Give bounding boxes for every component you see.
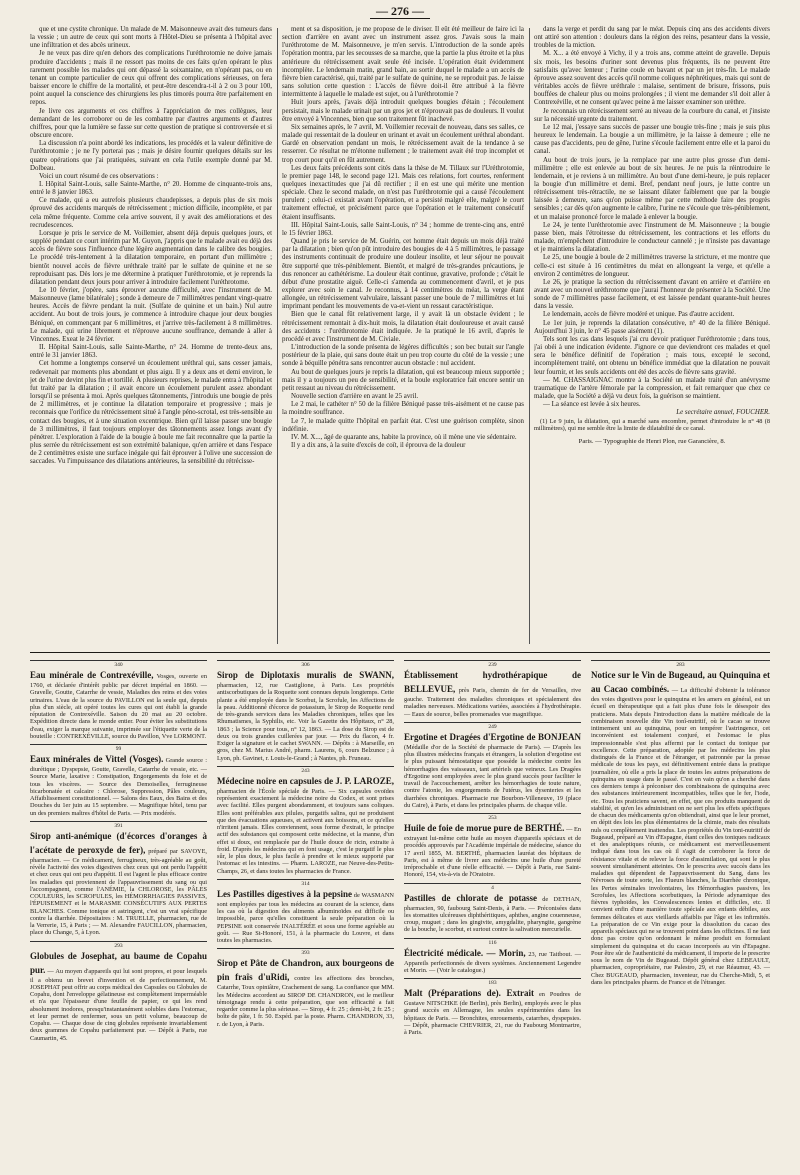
ad-number: 243	[301, 767, 310, 774]
ad-text: en Poudres de Gustave NITSCHKE (de Berlin), près Berlin), employés avec le plus grand succès en Allemagne, les seules expérimentées dans les hôpitaux de Paris. — Bronchites, enrouements, catarrhes, dyspepsies. — Dépôt, pharmacie CHEVRIER, 21, rue du Faubourg Montmartre, à Paris.	[404, 991, 581, 1036]
article-paragraph: Le 7, le malade quitte l'hôpital en parfait état. C'est une guérison complète, sinon indéfinie.	[282, 417, 524, 433]
ad-text: — Au moyen d'appareils qui lui sont propres, et pour lesquels il a obtenu un brevet d'invention et de perfectionnement, M. JOSEPHAT peut offrir au corps médical des Capsules ou Globules de Copahu, dont l'enveloppe gélatineuse est complètement imperméable et n'a que l'épaisseur d'une feuille de papier, ce qui les rend absolument inodores, presqu'instantanément solubles dans l'estomac, et leur permet de renfermer, sous un petit volume, beaucoup de Copahu. — Chaque dose de cinq globules représente invariablement deux grammes de Copahu parfaitement pur. — Dépôt à Paris, rue Caumartin, 45.	[30, 967, 207, 1042]
ad-text: — En extrayant lui-même cette huile au moyen d'appareils spéciaux et de procédés approuvés par l'Académie impériale de médecine, séance du 17 avril 1855, M. BERTHÉ, pharmacien lauréat des hôpitaux de Paris, est à même de livrer aux médecins une huile d'une pureté irréprochable et d'une réelle efficacité. — Dépôt à Paris, rue Saint-Honoré, 154, vis-à-vis de l'Oratoire.	[404, 826, 581, 879]
article-column-3	[534, 26, 770, 646]
article-paragraph: III. Hôpital Saint-Louis, salle Saint-Louis, n° 34 ; homme de trente-cinq ans, entré le 15 février 1863.	[282, 221, 524, 237]
ad-body	[404, 946, 581, 975]
article-paragraph: Au bout de quelques jours je repris la dilatation, qui est beaucoup mieux supportée ; mais il y a toujours un peu de sensibilité, et la boule exploratrice fait encore sentir un petit ressaut au niveau du rétrécissement.	[282, 368, 524, 392]
article-paragraph: II. Hôpital Saint-Louis, salle Sainte-Marthe, n° 24. Homme de trente-deux ans, entré le 31 janvier 1863.	[30, 344, 272, 360]
article-paragraph: I. Hôpital Saint-Louis, salle Sainte-Marthe, n° 20. Homme de cinquante-trois ans, entré le 8 janvier 1863.	[30, 180, 272, 197]
ad-title: Eau minérale de Contrexéville,	[30, 670, 154, 680]
advertisement	[404, 978, 581, 1036]
ad-body	[404, 730, 581, 809]
article-paragraph: Le 1er juin, je reprends la dilatation consécutive, n° 40 de la filière Béniqué. Aujourd'hui 3 juin, le n° 45 passe aisément (1).	[534, 319, 770, 335]
column-divider	[529, 28, 530, 644]
article-paragraph: — La séance est levée à six heures.	[543, 401, 641, 409]
article-paragraph: Je livre ces arguments et ces chiffres à l'appréciation de mes collègues, leur demandant de les corroborer ou de les combattre par d'autres arguments et d'autres chiffres, pour que la lumière se fasse sur cette question de pratique si controversée et si obscure encore.	[30, 107, 272, 140]
article-paragraph: Le 10 février, j'opère, sans éprouver aucune difficulté, avec l'instrument de M. Maisonneuve (lame bilatérale) ; sonde à demeure de 7 millimètres pendant vingt-quatre heures. Accès de fièvre pendant la nuit. (Sulfate de quinine et un bain.) Nul autre accident. Au bout de trois jours, je commence à introduire chaque jour deux bougies Béniqué, en commençant par 6 millimètres, et j'arrive très-facilement à 8 millimètres. Le malade, qui urine librement et n'éprouve aucune souffrance, demande à aller à Vincennes. Exeat le 24 février.	[30, 287, 272, 343]
article-column-1	[30, 26, 272, 646]
ad-title: Globules de Josephat, au baume de Copahu pur.	[30, 950, 207, 975]
article-paragraph: Paris. — Typographie de Henri Plon, rue Garancière, 8.	[578, 438, 726, 446]
advertisement	[217, 766, 394, 875]
advertisement	[217, 660, 394, 762]
article-paragraph: Les deux faits précédents sont cités dans la thèse de M. Tillaux sur l'Uréthrotomie, le premier page 148, le second page 121. Mais ces relations, fort courtes, renferment quelques inexactitudes que j'ai dû rectifier ; il en est une qui mérite une mention spéciale. Chez le second malade, on n'est pas l'uréthrotomie qui a causé l'écoulement purulent ; celui-ci existait avant l'opération, et a persisté malgré elle, malgré le court traitement effectué, et précisément parce que l'opération et le traitement consécutif étaient insuffisants.	[282, 164, 524, 221]
ad-body	[30, 829, 207, 937]
advertisement	[30, 660, 207, 740]
page-number: — 276 —	[0, 4, 800, 19]
advertisement	[404, 722, 581, 809]
article-paragraph: que et une cystite chronique. Un malade de M. Maisonneuve avait des tumeurs dans la vessie ; un autre de ceux qui sont morts à l'Hôtel-Dieu se présenta à l'hôpital avec une infiltration et des abcès urineux.	[30, 26, 272, 50]
ad-title: Ergotine et Dragées d'Ergotine de BONJEAN	[404, 731, 581, 742]
article-paragraph: Lorsque je pris le service de M. Voillemier, absent déjà depuis quelques jours, et suppléé pendant ce court intérim par M. Guyon, j'appris que le malade avait eu déjà des accès de fièvre sous l'influence d'une légère augmentation dans le calibre des bougies. Le procédé très-lentement à la dilatation temporaire, en portant d'un millimètre ; bientôt nouvel accès de fièvre uréthrale traité par le sulfate de quinine et ne se reproduisant pas. Dès lors je me détermine à pratiquer l'uréthrotomie, et je reprends la dilatation pendant deux jours pour arriver à introduire facilement l'uréthrotome.	[30, 229, 272, 286]
article-paragraph: Quand je pris le service de M. Guérin, cet homme était depuis un mois déjà traité par la dilatation ; bien qu'on pût introduire des bougies de 4 à 5 millimètres, le passage des instruments continuait de produire une douleur insolite, et leur séjour ne pouvait être supporté que très-péniblement. Bientôt, et malgré de très-grandes précautions, je dus renoncer au cathétérisme. La douleur était continue, gravative, profonde ; c'était le début d'une prostatite aiguë. Celle-ci s'amenda au commencement d'avril, et je pus explorer avec soin le canal. Je reconnus, à 14 centimètres du méat, la verge étant allongée, un rétrécissement valvulaire, laissant passer une boule de 7 millimètres et lui imprimant pendant les mouvements de va-et-vient un ressaut caractéristique.	[282, 238, 524, 311]
ad-title: Les Pastilles digestives à la pepsine	[217, 888, 352, 899]
ad-body	[30, 949, 207, 1042]
ad-text: pharmacien de l'École spéciale de Paris. — Six capsules ovoïdes représentent exactement la médecine noire du Codex, et sont prises avec facilité. Elles purgent abondamment, et toujours sans coliques. Elles sont préférables aux pilules, purgatifs salins, qui ne produisent que des évacuations aqueuses, et activent aux boissons, et ce qu'elles n'irritent jamais. Elles conviennent, sous forme d'extrait, le principe actif des substances qui composent cette médecine, et la manne, d'un effet si doux, est remplacée par de l'huile douce de ricin, extraite à froid. D'après les médecins qui en font usage, c'est le purgatif le plus sûr, le plus doux, le plus facile à prendre et le mieux supporté par l'estomac et les intestins. — Pharm. LAROZE, rue Neuve-des-Petits-Champs, 26, et dans toutes les pharmacies de France.	[217, 787, 394, 875]
ad-title: Électricité médicale. — Morin,	[404, 947, 526, 958]
article-paragraph: Bien que le canal fût relativement large, il y avait là un obstacle évident ; le rétrécissement remontait à dix-huit mois, la dilatation était douloureuse et avait causé des accidents : l'uréthrotomie était indiquée. Je la pratiqué le 16 avril, d'après le procédé et avec l'instrument de M. Civiale.	[282, 311, 524, 343]
advertisement	[30, 821, 207, 937]
article-paragraph: Nouvelle section d'arrière en avant le 25 avril.	[291, 393, 419, 401]
article-paragraph: Le 2 mai, le cathéter n° 50 de la filière Béniqué passe très-aisément et ne cause pas la moindre souffrance.	[282, 401, 524, 417]
advertisement	[404, 883, 581, 934]
ad-title: Sirop et Pâte de Chandron, aux bourgeons de pin fraîs d'uRidi,	[217, 958, 394, 983]
ad-title: Malt (Préparations de). Extrait	[404, 988, 535, 998]
ad-title: Médecine noire en capsules de J. P. LAROZE,	[217, 775, 394, 786]
advertisement	[404, 813, 581, 879]
ad-number: 391	[114, 822, 123, 829]
advertisement	[217, 948, 394, 1028]
ad-number: 239	[488, 662, 497, 668]
article-paragraph: Tels sont les cas dans lesquels j'ai cru devoir pratiquer l'uréthrotomie ; dans tous, j'ai obéi à une indication évidente. J'ignore ce que deviendront ces malades et quel sera le bénéfice définitif de l'opération ; mais tous, excepté le second, incomplètement traité, ont obtenu un bénéfice immédiat que la dilatation ne pouvait leur fournir, et les seuls accidents ont été des accès de fièvre sans gravité.	[534, 335, 770, 376]
ads-column-1	[30, 660, 207, 1168]
advertisement	[404, 660, 581, 718]
article-paragraph: La discussion n'a point abordé les indications, les procédés et la valeur définitive de l'uréthrotomie ; je ne l'y porterai pas ; mais je désire fournir quelques détails sur les quatre opérations que j'ai pratiquées, suivant en cela l'utile exemple donné par M. Dolbeau.	[30, 140, 272, 172]
ad-body	[30, 668, 207, 740]
ad-body	[404, 668, 581, 718]
ads-column-3	[404, 660, 581, 1168]
ad-title: Sirop de Diplotaxis muralis de SWANN,	[217, 670, 394, 680]
ad-body	[30, 752, 207, 817]
ad-body	[217, 668, 394, 762]
article-paragraph: L'introduction de la sonde présenta de légères difficultés ; son bec butait sur l'angle postérieur de la plaie, qui sans doute était un peu trop courte du côté de la vessie ; une sonde à béquille pénétra sans rencontrer aucun obstacle : nul accident.	[282, 344, 524, 368]
ad-body	[217, 887, 394, 945]
ad-number: 393	[301, 950, 310, 957]
article-paragraph: (1) Le 9 juin, la dilatation, qui a marché sans encombre, permet d'introduire le n° 48 (8 millimètres), qui me semble être la limite de dilatabilité de ce canal.	[534, 417, 770, 432]
ad-title: Notice sur le Vin de Bugeaud, au Quinquina et au Cacao combinés.	[591, 670, 770, 694]
ad-number: 253	[488, 815, 497, 821]
ad-text: de WASMANN sont employées par tous les médecins au courant de la science, dans les cas où la digestion des aliments albuminoïdes est difficile ou impossible, parce qu'elles constituent la seule préparation où la PEPSINE soit conservée INALTÉRÉE et sous une forme agréable au goût. — Rue St-Honoré, 151, à la pharmacie du Louvre, et dans toutes les pharmacies.	[217, 891, 394, 944]
ad-title: Huile de foie de morue pure de BERTHÉ.	[404, 823, 565, 833]
ad-title: Eaux minérales de Vittel (Vosges).	[30, 754, 164, 764]
advertisement	[217, 879, 394, 945]
article-paragraph: Le lendemain, accès de fièvre modéré et unique. Pas d'autre accident.	[543, 311, 735, 319]
ad-body	[404, 986, 581, 1036]
ad-number: 340	[114, 662, 123, 668]
article-paragraph: Le 12 mai, j'essaye sans succès de passer une bougie très-fine ; mais je suis plus heureux le lendemain. La bougie a un millimètre, je la laisse à demeure ; elle ne cause pas d'accidents, peu de gêne, l'urine s'écoule facilement entre elle et la paroi du canal.	[534, 123, 770, 156]
article-paragraph: M. X... a été envoyé à Vichy, il y a trois ans, comme atteint de gravelle. Depuis six mois, les besoins d'uriner sont devenus plus fréquents, ils ne peuvent être satisfaits qu'avec lenteur ; l'urine coule en bavant et par un jet très-fin. Le malade éprouve assez souvent des accès qu'il nomme coliques néphrétiques, mais qui sont de véritables accès de fièvre uréthrale : malaise, sentiment de brisure, frissons, puis bouffées de chaleur plus ou moins prolongées ; il vient me demander s'il doit aller à Contrexéville, et ne consent qu'avec peine à me laisser examiner son urèthre.	[534, 50, 770, 107]
article-paragraph: Le 25, une bougie à boule de 2 millimètres traverse la stricture, et me montre que celle-ci est située à 16 centimètres du méat en allongeant la verge, et qu'elle a environ 2 centimètres de longueur.	[534, 254, 770, 278]
ad-body	[404, 821, 581, 879]
ad-number: 306	[301, 662, 310, 668]
article-paragraph: Le secrétaire annuel, FOUCHER.	[676, 409, 770, 417]
article-paragraph: — M. CHASSAIGNAC montre à la Société un malade traité d'un anévrysme traumatique de l'artère fémorale par la compression, et fait remarquer que chez ce malade, que la Société a déjà vu deux fois, la guérison se maintient.	[534, 376, 770, 401]
advertisement	[591, 660, 770, 986]
column-divider	[277, 28, 278, 644]
ads-column-4	[591, 660, 770, 1168]
ad-text: contre les affections des bronches, Catarrhe, Toux opiniâtre, Crachement de sang. La confiance que MM. les Médecins accordent au SIROP DE CHANDRON, est le meilleur témoignage rendu à cette préparation, que son efficacité a fait regarder comme la plus sérieuse. — Sirop, 4 fr. 25 ; demi-bt, 2 fr. 25 ; boîte de pâte, 1 fr. 50. Expéd. par la poste. Pharm. CHANDRON, 33, r. de Lyon, à Paris.	[217, 975, 394, 1028]
article-paragraph: Le 24, je tente l'uréthrotomie avec l'instrument de M. Maisonneuve ; la bougie passe bien, mais l'étroitesse du rétrécissement, les contractions et les efforts du malade, m'empêchent d'introduire le conducteur cannelé ; je n'insiste pas davantage et je maintiens la dilatation.	[534, 221, 770, 254]
article-paragraph: IV. M. X..., âgé de quarante ans, habite la province, où il mène une vie sédentaire.	[291, 433, 517, 441]
ad-number: 99	[115, 746, 122, 752]
ad-number: 283	[676, 662, 685, 668]
article-paragraph: Voici un court résumé de ces observations :	[39, 172, 159, 180]
ad-number: 314	[301, 880, 310, 887]
article-paragraph: Le 26, je pratique la section du rétrécissement d'avant en arrière et d'arrière en avant avec un nouvel uréthrotome que j'aurai l'honneur de présenter à la Société. Une sonde de 7 millimètres passe facilement, et est laissée pendant quarante-huit heures dans la vessie.	[534, 278, 770, 311]
ad-title: Pastilles de chlorate de potasse	[404, 892, 537, 903]
ad-text: 23, rue Taitbout. — Appareils perfectionnés de divers systèmes. Anciennement Legendre et Morin. — (Voir le catalogue.)	[404, 950, 581, 974]
article-column-2	[282, 26, 524, 646]
ad-body	[217, 956, 394, 1028]
ad-number: 249	[488, 723, 497, 730]
article-paragraph: Je ne veux pas dire qu'en dehors des complications l'uréthrotomie ne doive jamais produire d'accidents ; mais il ne ressort pas moins de ces faits qu'en opérant le plus rarement possible les malades qui ont dépassé la soixantaine, en n'opérant pas, ou en tenant un compte particulier de ceux qui offrent des complications sérieuses, on fera baisser encore le chiffre de la mortalité, et peut-être descendra-t-il à 2 ou 3 pour 100, point auquel la conscience des chirurgiens les plus timorés pourra être parfaitement en repos.	[30, 50, 272, 107]
ad-number: 183	[488, 980, 497, 986]
advertisement	[30, 941, 207, 1042]
section-divider	[30, 652, 770, 653]
ad-title: Sirop anti-anémique (d'écorces d'oranges à l'acétate de peroxyde de fer),	[30, 830, 207, 855]
article-paragraph: Je reconnais un rétrécissement serré au niveau de la courbure du canal, et j'insiste sur la nécessité urgente du traitement.	[534, 107, 770, 123]
article-paragraph: Ce malade, qui a eu autrefois plusieurs chaudepisses, a depuis plus de six mois éprouvé des accidents marqués de rétrécissement ; miction difficile, incomplète, et par cela même fréquente. Comme cela arrive souvent, il y avait des améliorations et des recrudescences.	[30, 197, 272, 229]
ad-number: 116	[488, 939, 497, 946]
advertisement	[30, 744, 207, 817]
article-paragraph: Cet homme a longtemps conservé un écoulement uréthral qui, sans cesser jamais, redevenait par moments plus abondant et plus aigu. Il y a deux ans et demi environ, le jet de l'urine devint plus fin et tortillé. À plusieurs reprises, le malade entra à l'hôpital et fut traité par la dilatation ; il avait encore un écoulement purulent assez abondant lorsqu'il se présenta à moi. Après quelques tâtonnements, j'introduis une bougie de près de 2 millimètres, et je continue la dilatation temporaire et progressive ; mais je reconnais que l'orifice du rétrécissement situé à l'angle péno-scrotal, est très-sensible au contact des bougies, et à une situation excentrique. Bien qu'il laisse passer une bougie de 3 millimètres, il faut toujours employer des tâtonnements assez longs avant d'y pénétrer. L'exploration à l'aide de la bougie à boule me fait reconnaître que la partie la plus serrée du rétrécissement est son extrémité balanique, qu'en arrière et dans l'espace de 2 centimètres existe une surface inégale qui fait éprouver à l'olive une succession de saccades. Vu l'impuissance des dilatations antérieures, la sensibilité du rétrécisse-	[30, 360, 272, 466]
ad-body	[217, 774, 394, 875]
ad-text: de DETHAN, pharmacien, 90, faubourg Saint-Denis, à Paris. — Préconisées dans les stomatites ulcéreuses diphthéritiques, aphthes, angine couenneuse, croup, muguet ; dans les gingivite, amygdalite, pharyngite, gangrène de la bouche, le scorbut, et surtout contre la salivation mercurielle.	[404, 895, 581, 934]
ad-text: — La difficulté d'obtenir la tolérance des voies digestives pour le quinquina et les amers en général, est un écueil en thérapeutique qui a fait plus d'une fois le désespoir des praticiens. Mais depuis l'introduction dans la matière médicale de la combinaison nouvelle dite Vin tonî-nutritif, où le cacao se trouve intimement uni au quinquina, pour en tempérer l'astringence, cet inconvénient est totalement conjuré, et l'estomac le plus impressionnable s'est plus affermi par le contact du tonique par excellence. Cette préparation, adoptée par les médecins les plus distingués de la France et de l'étranger, et patronnée par la presse médicale de tous les pays, est définitivement entrée dans la pratique journalière, où elle a pris la place de toutes les autres préparations de quinquina en usage dans le passé. C'est en vain qu'on a cherché dans ces derniers temps à préconiser des combinaisons de quinquina avec des substances intérieurement incompatibles, telles que le fer, l'iode, etc. Tous les praticiens savent, en effet, que ces produits manquent de stabilité, et qu'en les administrant on ne sert plus les effets spécifiques de chacun des médicaments qu'on obtiendrait, ainsi que le leur promet, en dépit des lois les plus élémentaires de la chimie, mais des résultats nuls ou complètement inattendus. Les propriétés du Vin toni-nutritif de Bugeaud, préparé au Vin d'Espagne, étant celles des toniques radicaux et des analeptiques réunis, ce médicament est merveilleusement indiqué dans tous les cas où il s'agit de corroborer la force de résistance vitale et de relever la force d'assimilation, qui sont le plus souvent simultanément atteintes. On le prescrira avec succès dans les maladies qui dépendent de l'appauvrissement du Sang, dans les Névroses de toute sorte, les Flueurs blanches, la Diarrhée chronique, les Pertes séminales involontaires, les Hémorrhagies passives, les Scrofules, les Affections scorbutiques, la Période adynamique des fièvres typhoïdes, les Convalescences lentes et difficiles, etc. Il convient enfin d'une manière toute spéciale aux enfants débiles, aux femmes délicates et aux vieillards affaiblis par l'âge et les infirmités. La préparation de ce Vin exige pour la dissolution du cacao des appareils spéciaux qui ne se trouvent point dans les officines. Il ne faut donc pas croire qu'on ordonnant le même produit en formulant simplement du quinquina et du cacao incorporés au vin d'Espagne. Pour être sûr de l'authenticité du médicament, il importe de le prescrire sous le nom de Vin de Bugeaud. Dépôt général chez LEBEAULT, pharmacien, copropriétaire, rue Palestro, 29, et rue Réaumur, 43. — Chez BUGEAUD, pharmacien, inventeur, rue du Cherche-Midi, 5, et dans les principales pharm. de France et de l'étranger.	[591, 687, 770, 986]
article-paragraph: Au bout de trois jours, je la remplace par une autre plus grosse d'un demi-millimètre ; elle est enlevée au bout de six heures. Je ne puis la réintroduire le lendemain, et je reviens à un millimètre. Au bout d'une demi-heure, je puis replacer la bougie d'un millimètre et demi. Bref, pendant neuf jours, je lutte contre un rétrécissement très-rétractile, ne se laissant dilater faiblement que par la bougie laissée à demeure, sans qu'on puisse même par cette méthode faire des progrès sensibles ; car dès qu'on augmente le calibre, l'urine ne s'écoule que très-péniblement, et un malaise prononcé force le malade à enlever la bougie.	[534, 156, 770, 221]
article-paragraph: Il y a dix ans, à la suite d'excès de coït, il éprouva de la douleur	[291, 441, 466, 449]
ad-text: Grande source : diurétique ; Dyspepsie, Goutte, Gravelle, Catarrhe de vessie, etc. — Source Marie, laxative : Constipation, Engorgements du foie et de tous les viscères. — Source des Demoiselles, ferrugineuse bicarbonatée et calcaire : Chlorose, Suppression, Pâles couleurs, Affaiblissement constitutionnel. — Salons des Eaux, des Bains et des Douches du 1er juin au 15 septembre. — Magnifique hôtel, tenu par un des premiers maîtres d'hôtel de Paris. — Prix modérés.	[30, 757, 207, 817]
article-paragraph: Huit jours après, j'avais déjà introduit quelques bougies d'étain ; l'écoulement persistait, mais le malade urinait par un gros jet et n'éprouvait pas de douleurs. Il voulut être envoyé à Vincennes, bien que son traitement fût inachevé.	[282, 99, 524, 123]
ad-text: (Médaille d'or de la Société de pharmacie de Paris). — D'après les plus illustres médecins français et étrangers, la solution d'ergotine est le plus puissant hémostatique que possède la médecine contre les hémorrhagies des vaisseaux, tant artériels que veineux. Les Dragées d'Ergotine sont employées avec le plus grand succès pour faciliter le travail de l'accouchement, arrêter les hémorrhagies de toute nature, contre l'atonie, les engorgements de l'utérus, les dysenteries et les diarrhées chroniques. Pharmacie rue Bourbon-Villeneuve, 19 (place du Caire), à Paris, et dans les principales pharm. de chaque ville.	[404, 743, 581, 809]
article-paragraph: Six semaines après, le 7 avril, M. Voillemier recevait de nouveau, dans ses salles, ce malade qui ressentait de la douleur en urinant et avait un écoulement uréthral abondant. Gardé en observation pendant un mois, le rétrécissement avait de la tendance à se resserrer. Ce résultat ne m'étonne nullement ; le traitement avait été trop incomplet et trop court pour qu'il en fût autrement.	[282, 123, 524, 164]
advertisement	[404, 938, 581, 975]
ad-text: préparé par SAVOYE, pharmacien. — Ce médicament, ferrugineux, très-agréable au goût, révèle l'activité des voies digestives chez ceux qui ont perdu l'appétit et chez ceux qui ont peu d'appétit. Il est l'agent le plus efficace contre les maladies qui proviennent de l'appauvrissement du sang ou qui l'accompagnent, comme l'ANÉMIE, la CHLOROSE, les PÂLES COULEURS, les SCROFULES, les HÉMORRHAGIES PASSIVES, l'ÉPUISEMENT et le MARASME CONSÉCUTIFS AUX PERTES BLANCHES. Comme tonique et astringent, c'est un vrai spécifique contre la diarrhée. Dépositaires : M. TRUELLE, pharmacien, rue de la Verrerie, 15, à Paris ; — M. Alexandre FAUCILLON, pharmacien, place du Change, 5, à Lyon.	[30, 847, 207, 937]
ad-text: Vosges, ouverte en 1760, et déclarée d'intérêt public par décret impérial en 1860. — Gravelle, Goutte, Catarrhe de vessie, Maladies des reins et des voies urinaires. L'eau de la source du PAVILLON est la seule qui, depuis plus d'un siècle, ait opéré toutes les cures qui ont établi la grande réputation de Contrexéville. Saison du 20 mai au 20 octobre. Expédition directe dans le monde entier. Pour éviter les substitutions d'eau, exiger la marque suivante, imprimée sur l'étiquette verte de la bouteille : CONTREXÉVILLE, source du Pavillon, Vve LORMONT.	[30, 673, 207, 740]
ad-text: pharmacien, 12, rue Castiglione, à Paris. Les propriétés antiscorbutiques de la Roquette sont connues depuis longtemps. Cette plante a été employée dans le Scorbut, la Scrofule, les Affections de la peau. Additionné d'écorce de potassium, le Sirop de Roquette rend de très-grands services dans les Maladies chroniques, telles que les Rhumatismes, la Syphilis, etc. Voir la Gazette des Hôpitaux, n° 28, 1863 ; la Science pour tous, n° 12, 1863. — La dose du Sirop est de deux ou trois grandes cuillerées par jour. — Prix du flacon, 4 fr. Exiger la signature et le cachet SWANN. — Dépôts : à Marseille, en gros, chez M. Marius André, pharm. Laurens, 6, cours Belzunce ; à Lyon, ph. Gavinet, r. Louis-le-Grand ; à Nantes, ph. Fruneau.	[217, 682, 394, 762]
article-paragraph: dans la verge et perdit du sang par le méat. Depuis cinq ans des accidents divers ont attiré son attention : douleurs dans la région des reins, pesanteur dans la vessie, troubles de la miction.	[534, 26, 770, 50]
ads-column-2	[217, 660, 394, 1168]
ad-body	[404, 891, 581, 934]
article-paragraph: ment et sa disposition, je me propose de le diviser. Il eût été meilleur de faire ici la section d'arrière en avant avec un instrument assez gros. J'avais sous la main l'uréthrotome de M. Maisonneuve, je m'en servis. L'introduction de la sonde après l'opération montra, par les secousses de sa marche, que la partie la plus étroite et la plus antérieure du rétrécissement avait seule été incisée. L'opération était évidemment incomplète. Le lendemain matin, grand bain, au sortir duquel le malade a un accès de fièvre bien caractérisé, qui, traité par le sulfate de quinine, ne se reproduit pas. Je laisse sans solution cette question : L'accès de fièvre doit-il être attribué à la fièvre intermittente à laquelle le malade est sujet, ou à l'uréthrotomie ?	[282, 26, 524, 99]
ad-number: 293	[114, 942, 123, 949]
ad-title: Établissement hydrothérapique de BELLEVUE,	[404, 670, 581, 694]
ad-number: 4	[491, 884, 494, 891]
ad-body	[591, 668, 770, 986]
ad-text: près Paris, chemin de fer de Versailles, rive gauche. Traitement des maladies chroniques et spécialement des maladies nerveuses. Médications variées, associées à l'hydrothérapie. — Eaux de source, belles promenades vue magnifique.	[404, 687, 581, 718]
